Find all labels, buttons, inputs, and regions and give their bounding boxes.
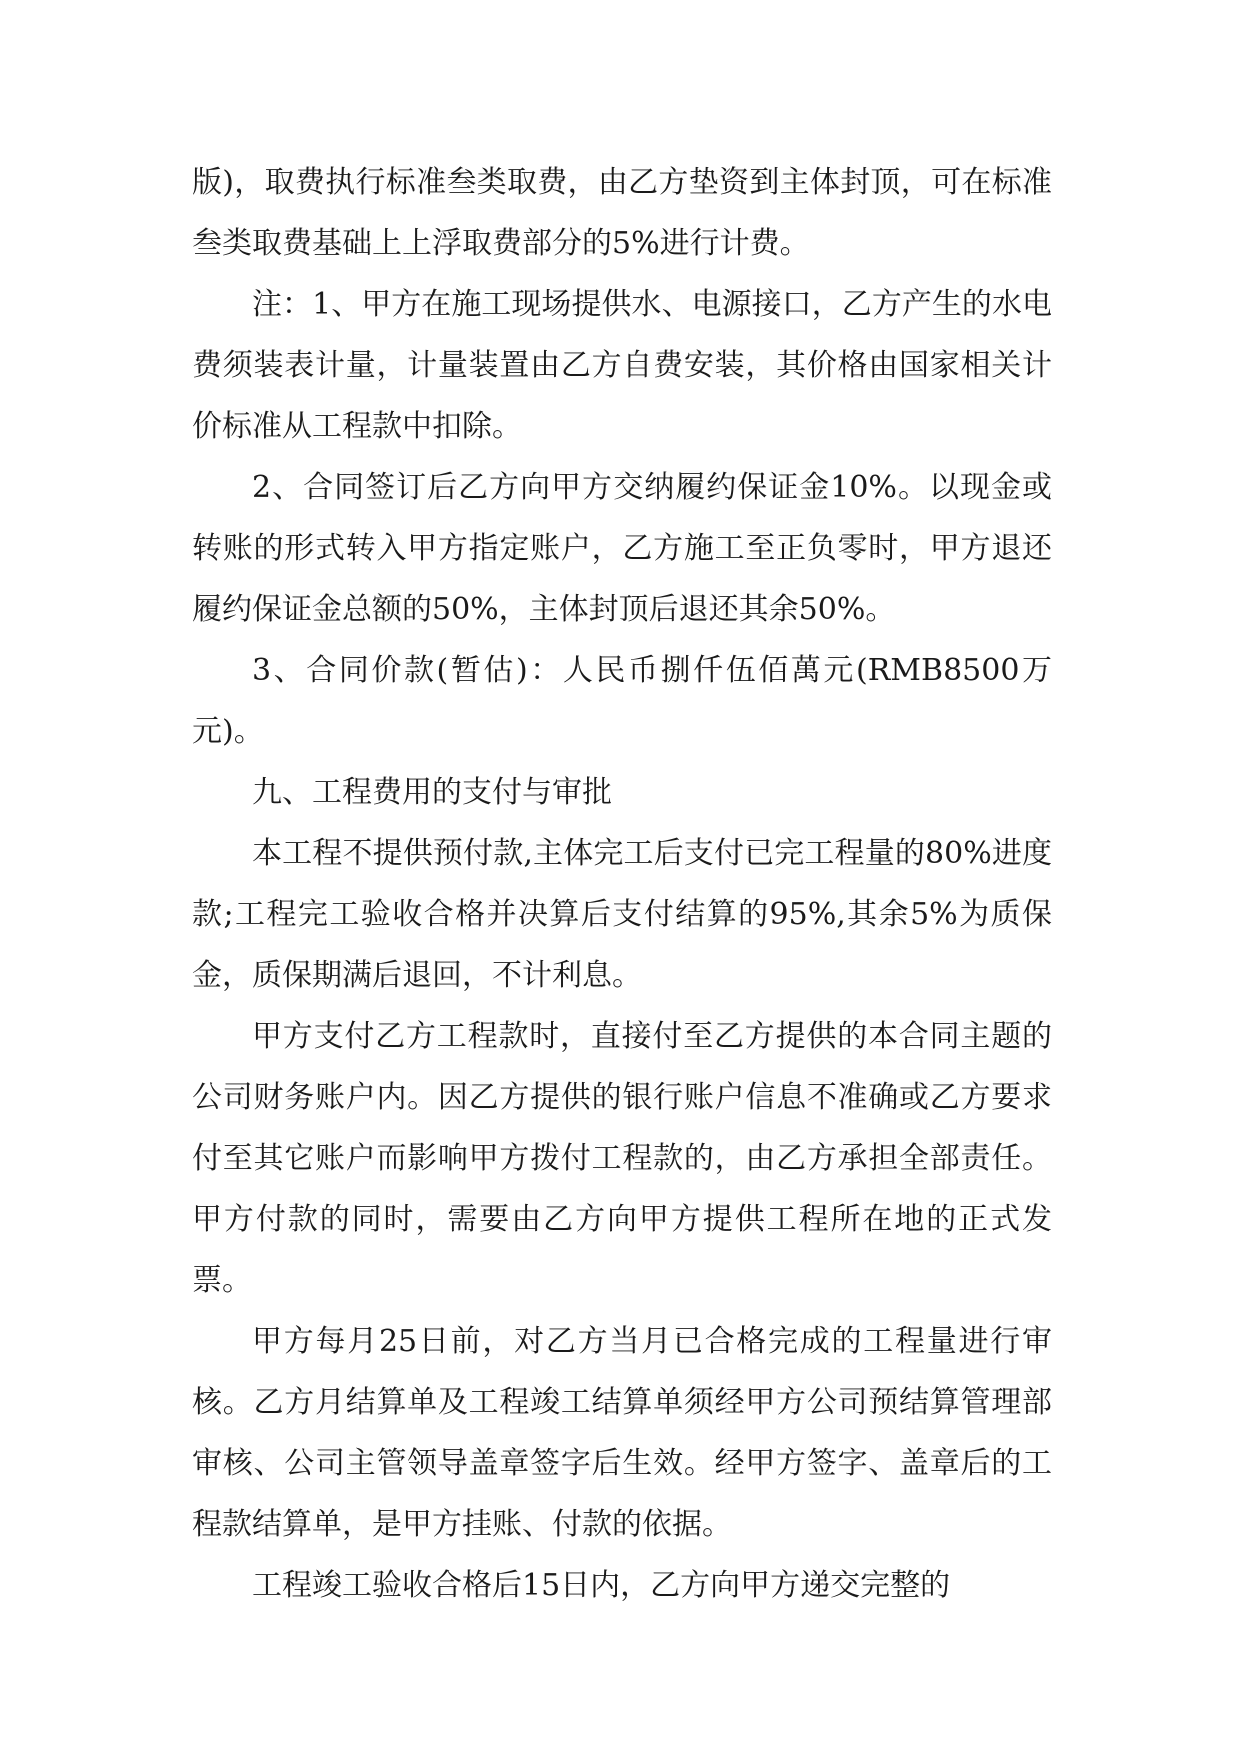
paragraph-payment-terms: 本工程不提供预付款,主体完工后支付已完工程量的80%进度款;工程完工验收合格并决算后支付结算的95%,其余5%为质保金，质保期满后退回，不计利息。 <box>192 836 1052 993</box>
paragraph-payment-account: 甲方支付乙方工程款时，直接付至乙方提供的本合同主题的公司财务账户内。因乙方提供的银行账户信息不准确或乙方要求付至其它账户而影响甲方拨付工程款的，由乙方承担全部责任。甲方付款的同时，需要由乙方向甲方提供工程所在地的正式发票。 <box>192 1019 1052 1298</box>
paragraph-note-2: 2、合同签订后乙方向甲方交纳履约保证金10%。以现金或转账的形式转入甲方指定账户，乙方施工至正负零时，甲方退还履约保证金总额的50%，主体封顶后退还其余50%。 <box>192 470 1052 627</box>
paragraph-continuation: 版)，取费执行标准叁类取费，由乙方垫资到主体封顶，可在标准叁类取费基础上上浮取费部分的5%进行计费。 <box>192 165 1052 261</box>
section-heading: 九、工程费用的支付与审批 <box>252 775 612 810</box>
paragraph-completion: 工程竣工验收合格后15日内，乙方向甲方递交完整的 <box>252 1568 951 1603</box>
paragraph-monthly-review: 甲方每月25日前，对乙方当月已合格完成的工程量进行审核。乙方月结算单及工程竣工结算单须经甲方公司预结算管理部审核、公司主管领导盖章签字后生效。经甲方签字、盖章后的工程款结算单，是甲方挂账、付款的依据。 <box>192 1324 1052 1542</box>
paragraph-note-3: 3、合同价款(暂估)：人民币捌仟伍佰萬元(RMB8500万元)。 <box>192 653 1052 749</box>
document-body <box>192 152 1052 1616</box>
paragraph-note-1: 注：1、甲方在施工现场提供水、电源接口，乙方产生的水电费须装表计量，计量装置由乙方自费安装，其价格由国家相关计价标准从工程款中扣除。 <box>192 287 1052 444</box>
